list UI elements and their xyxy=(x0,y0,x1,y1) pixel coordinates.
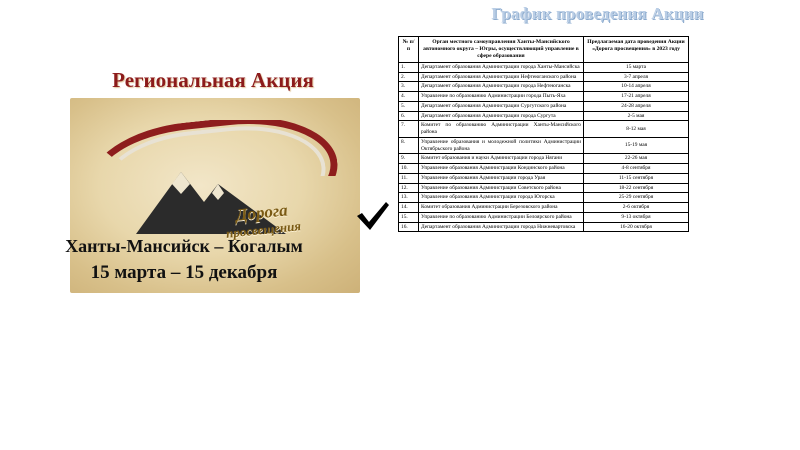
cell-organization: Комитет по образованию Администрации Ханты-Мансийского района xyxy=(419,121,584,138)
cell-organization: Управление образования Администрации города Урая xyxy=(419,173,584,183)
cell-date: 22-26 мая xyxy=(584,154,689,164)
table-row xyxy=(399,164,689,174)
cell-date: 16-20 октября xyxy=(584,222,689,232)
column-header-date: Предлагаемая дата проведения Акции «Дорога просвещения» в 2023 году xyxy=(584,37,689,63)
table-row xyxy=(399,111,689,121)
cell-row-number: 16. xyxy=(399,222,419,232)
page-title: График проведения Акции xyxy=(491,4,704,23)
cell-row-number: 4. xyxy=(399,92,419,102)
cell-row-number: 9. xyxy=(399,154,419,164)
cell-row-number: 2. xyxy=(399,72,419,82)
table-row xyxy=(399,183,689,193)
cell-organization: Департамент образования Администрации города Нефтеюганска xyxy=(419,82,584,92)
table-row xyxy=(399,203,689,213)
cell-row-number: 1. xyxy=(399,62,419,72)
column-header-num: № п/п xyxy=(399,37,419,63)
cell-row-number: 11. xyxy=(399,173,419,183)
cell-organization: Департамент образования Администрации Нефтеюганского района xyxy=(419,72,584,82)
cell-date: 18-22 сентября xyxy=(584,183,689,193)
cell-row-number: 10. xyxy=(399,164,419,174)
cell-row-number: 3. xyxy=(399,82,419,92)
cell-date: 4-8 сентября xyxy=(584,164,689,174)
cell-date: 2-5 мая xyxy=(584,111,689,121)
poster-script-text: Дорога просвещения xyxy=(225,200,302,241)
table-row xyxy=(399,62,689,72)
poster-dates: 15 марта – 15 декабря xyxy=(90,262,278,283)
cell-organization: Управление образования Администрации города Югорска xyxy=(419,193,584,203)
poster-heading: Региональная Акция xyxy=(112,68,314,92)
table-row xyxy=(399,154,689,164)
cell-date: 8-12 мая xyxy=(584,121,689,138)
table-row xyxy=(399,121,689,138)
cell-row-number: 6. xyxy=(399,111,419,121)
cell-organization: Комитет образования и науки Администрации города Нягани xyxy=(419,154,584,164)
cell-date: 10-14 апреля xyxy=(584,82,689,92)
table-row xyxy=(399,82,689,92)
cell-row-number: 15. xyxy=(399,212,419,222)
cell-row-number: 12. xyxy=(399,183,419,193)
schedule-table xyxy=(398,36,689,232)
cell-row-number: 14. xyxy=(399,203,419,213)
cell-organization: Управление по образованию Администрации Белоярского района xyxy=(419,212,584,222)
cell-organization: Комитет образования Администрации Березовского района xyxy=(419,203,584,213)
table-row xyxy=(399,212,689,222)
table-row xyxy=(399,173,689,183)
cell-row-number: 13. xyxy=(399,193,419,203)
cell-date: 24-28 апреля xyxy=(584,101,689,111)
schedule-table-container xyxy=(398,36,688,232)
cell-date: 15 марта xyxy=(584,62,689,72)
cell-organization: Управление по образованию Администрации города Пыть-Яха xyxy=(419,92,584,102)
cell-organization: Департамент образования Администрации Сургутского района xyxy=(419,101,584,111)
table-header-row xyxy=(399,37,689,63)
poster-subtitle: Ханты-Мансийск – Когалым xyxy=(65,236,303,256)
table-row xyxy=(399,193,689,203)
cell-organization: Департамент образования Администрации города Ханты-Мансийска xyxy=(419,62,584,72)
column-header-org: Орган местного самоуправления Ханты-Мансийского автономного округа – Югры, осуществляющий управление в сфере образования xyxy=(419,37,584,63)
table-row xyxy=(399,137,689,154)
table-body xyxy=(399,62,689,232)
cell-organization: Департамент образования Администрации города Нижневартовска xyxy=(419,222,584,232)
check-icon xyxy=(355,200,391,232)
table-row xyxy=(399,72,689,82)
cell-date: 9-13 октября xyxy=(584,212,689,222)
cell-organization: Управление образования и молодежной политики Администрации Октябрьского района xyxy=(419,137,584,154)
table-row xyxy=(399,222,689,232)
cell-organization: Департамент образования Администрации города Сургута xyxy=(419,111,584,121)
cell-date: 17-21 апреля xyxy=(584,92,689,102)
cell-organization: Управление образования Администрации Кондинского района xyxy=(419,164,584,174)
cell-date: 25-29 сентября xyxy=(584,193,689,203)
cell-row-number: 5. xyxy=(399,101,419,111)
cell-date: 11-15 сентября xyxy=(584,173,689,183)
table-row xyxy=(399,92,689,102)
cell-date: 2-6 октября xyxy=(584,203,689,213)
cell-row-number: 8. xyxy=(399,137,419,154)
cell-row-number: 7. xyxy=(399,121,419,138)
table-row xyxy=(399,101,689,111)
cell-date: 3-7 апреля xyxy=(584,72,689,82)
cell-date: 15-19 мая xyxy=(584,137,689,154)
cell-organization: Управление образования Администрации Советского района xyxy=(419,183,584,193)
